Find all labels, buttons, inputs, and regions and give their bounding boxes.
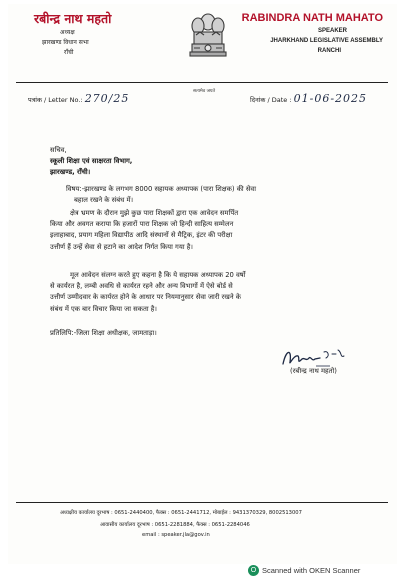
scanner-logo-icon: O <box>248 565 259 576</box>
subject-block <box>66 184 362 206</box>
footer-office-phone: अध्यक्षीय कार्यालय दूरभाष : 0651-2440400, फैक्स : 0651-2441712, मोबाईल : 9431370329, 8002513007 <box>60 510 302 516</box>
english-assembly: JHARKHAND LEGISLATIVE ASSEMBLY <box>270 38 383 44</box>
hindi-name-heading: रबीन्द्र नाथ महतो <box>34 11 112 26</box>
address-line: सचिव, <box>50 146 67 154</box>
copy-to: प्रतिलिपि:-जिला शिक्षा अधीक्षक, जामताड़ा। <box>50 329 157 337</box>
address-line: स्कूली शिक्षा एवं साक्षरता विभाग, <box>50 157 133 166</box>
paragraph-line: क्षेत्र भ्रमण के दौरान मुझे कुछ पारा शिक्षकों द्वारा एक आवेदन समर्पित <box>70 209 239 217</box>
subject-line: बहाल रखने के संबंध में। <box>74 196 134 205</box>
hindi-city: राँची <box>64 49 74 56</box>
letter-date-value: 01-06-2025 <box>293 92 368 105</box>
paragraph-line: मूल आवेदन संलग्न करते हुए कहना है कि ये सहायक अध्यापक 20 वर्षो <box>70 271 246 279</box>
paragraph-line: उत्तीर्ण उम्मीदवार के कार्यरत होने के आधार पर नियमानुसार सेवा जारी रखने के <box>50 293 242 302</box>
letter-date-label: दिनांक / Date : <box>250 96 292 104</box>
paragraph-2 <box>50 270 368 315</box>
english-city: RANCHI <box>317 48 341 54</box>
paragraph-1 <box>50 208 368 253</box>
paragraph-line: संबंध में एक बार विचार किया जा सकता है। <box>50 304 157 313</box>
letter-number-value: 270/25 <box>84 92 130 105</box>
paragraph-line: इलाहाबाद, प्रयाग महिला विद्यापीठ आदि संस्थानों से मैट्रिक, इंटर की परीक्षा <box>50 231 233 240</box>
signatory-name: (रबीन्द्र नाथ महतो) <box>290 367 337 375</box>
emblem-caption: सत्यमेव जयते <box>193 89 216 94</box>
paragraph-line: उत्तीर्ण हैं उन्हें सेवा से हटाने का आदेश निर्गत किया गया है। <box>50 242 193 251</box>
footer-divider <box>16 502 388 503</box>
subject-line: विषय:-झारखण्ड के लगभग 8000 सहायक अध्यापक (पारा शिक्षक) की सेवा <box>66 185 256 193</box>
scanner-watermark: Scanned with OKEN Scanner <box>262 566 361 575</box>
recipient-address <box>50 145 132 179</box>
hindi-title: अध्यक्ष <box>60 29 75 36</box>
hindi-assembly: झारखण्ड विधान सभा <box>42 39 89 46</box>
letter-date <box>250 92 367 105</box>
english-title: SPEAKER <box>317 28 347 34</box>
paragraph-line: से कार्यरत है, लम्बी अवधि से कार्यरत रहने और अन्य विभागों में ऐसे बोर्ड से <box>50 282 233 291</box>
state-emblem-icon <box>186 10 230 74</box>
letter-number <box>28 92 129 105</box>
letter-page <box>8 4 397 564</box>
footer-residence-phone: आवासीय कार्यालय दूरभाष : 0651-2281884, फैक्स : 0651-2284046 <box>100 522 250 528</box>
paragraph-line: किया और अवगत कराया कि हजारों पारा शिक्षक जो हिन्दी साहित्य सम्मेलन <box>50 220 234 229</box>
letter-number-label: पत्रांक / Letter No.: <box>28 96 83 104</box>
header-divider <box>16 82 388 83</box>
footer-email: email : speaker.jla@gov.in <box>142 532 210 538</box>
english-name-heading: RABINDRA NATH MAHATO <box>241 12 383 24</box>
address-line: झारखण्ड, राँची। <box>50 168 91 177</box>
